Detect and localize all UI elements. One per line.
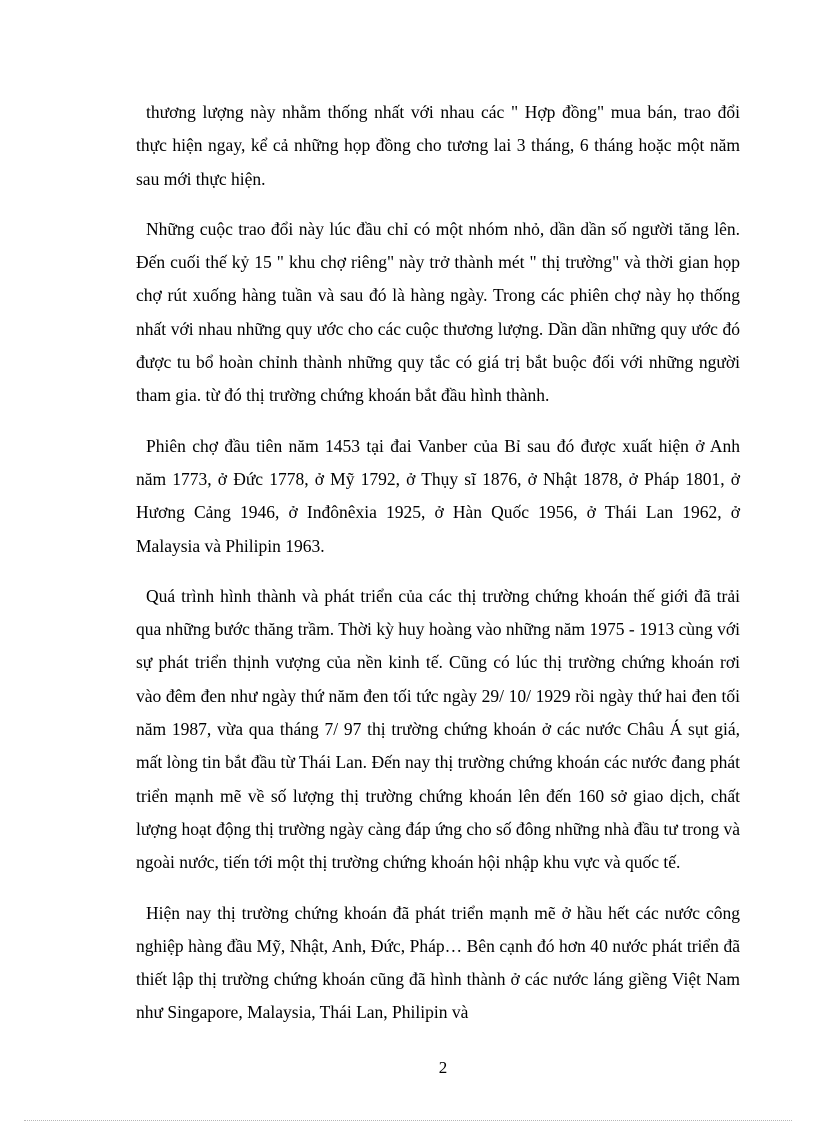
page-bottom-divider <box>24 1120 792 1121</box>
paragraph-4: Quá trình hình thành và phát triển của các thị trường chứng khoán thế giới đã trải qua những bước thăng trầm. Thời kỳ huy hoàng vào những năm 1975 - 1913 cùng với sự phát triển thịnh vượng của nền kinh tế. Cũng có lúc thị trường chứng khoán rơi vào đêm đen như ngày thứ năm đen tối tức ngày 29/ 10/ 1929 rồi ngày thứ hai đen tối năm 1987, vừa qua tháng 7/ 97 thị trường chứng khoán ở các nước Châu Á sụt giá, mất lòng tin bắt đầu từ Thái Lan. Đến nay thị trường chứng khoán các nước đang phát triển mạnh mẽ về số lượng thị trường chứng khoán lên đến 160 sở giao dịch, chất lượng hoạt động thị trường ngày càng đáp ứng cho số đông những nhà đầu tư trong và ngoài nước, tiến tới một thị trường chứng khoán hội nhập khu vực và quốc tế. <box>136 585 740 873</box>
paragraph-2: Những cuộc trao đổi này lúc đầu chỉ có một nhóm nhỏ, dần dần số người tăng lên. Đến cuối thế kỷ 15 " khu chợ riêng" này trở thành mét " thị trường" và thời gian họp chợ rút xuống hàng tuần và sau đó là hàng ngày. Trong các phiên chợ này họ thống nhất với nhau những quy ước cho các cuộc thương lượng. Dần dần những quy ước đó được tu bổ hoàn chỉnh thành những quy tắc có giá trị bắt buộc đối với những người tham gia. từ đó thị trường chứng khoán bắt đầu hình thành. <box>136 218 740 406</box>
paragraph-3: Phiên chợ đầu tiên năm 1453 tại đai Vanber của Bỉ sau đó được xuất hiện ở Anh năm 1773, ở Đức 1778, ở Mỹ 1792, ở Thụy sĩ 1876, ở Nhật 1878, ở Pháp 1801, ở Hương Cảng 1946, ở Inđônêxia 1925, ở Hàn Quốc 1956, ở Thái Lan 1962, ở Malaysia và Philipin 1963. <box>136 435 740 556</box>
page-number: 2 <box>438 1058 448 1077</box>
paragraph-1: thương lượng này nhằm thống nhất với nhau các " Hợp đồng" mua bán, trao đổi thực hiện ngay, kể cả những họp đồng cho tương lai 3 tháng, 6 tháng hoặc một năm sau mới thực hiện. <box>136 102 740 189</box>
document-body <box>136 96 740 1047</box>
paragraph-5: Hiện nay thị trường chứng khoán đã phát triển mạnh mẽ ở hầu hết các nước công nghiệp hàng đầu Mỹ, Nhật, Anh, Đức, Pháp… Bên cạnh đó hơn 40 nước phát triển đã thiết lập thị trường chứng khoán cũng đã hình thành ở các nước láng giềng Việt Nam như Singapore, Malaysia, Thái Lan, Philipin và <box>136 902 740 1023</box>
